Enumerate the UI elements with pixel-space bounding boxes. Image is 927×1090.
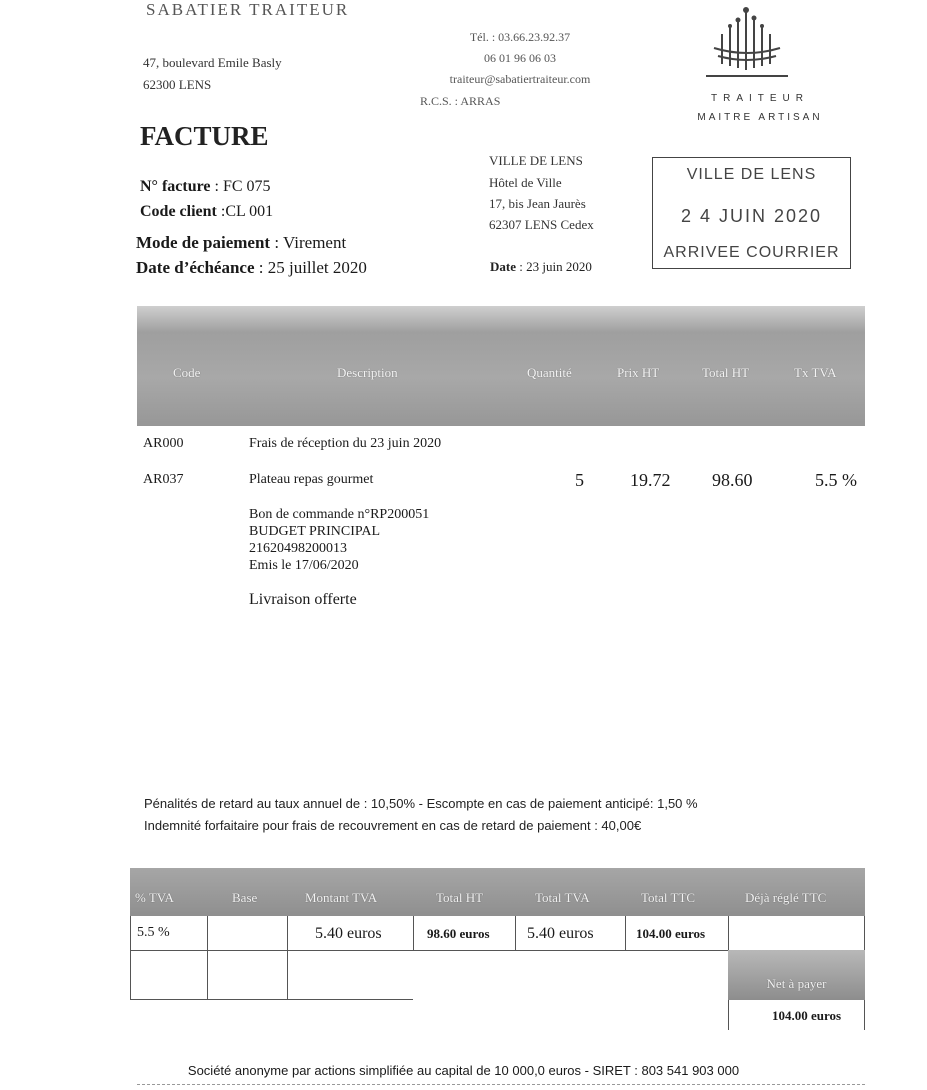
- vat-table-line: [413, 916, 414, 950]
- vat-rate-value: 5.5 %: [137, 925, 170, 940]
- vat-col-total-ttc: Total TTC: [641, 890, 696, 905]
- row2-quantity: 5: [575, 470, 584, 490]
- invoice-date: [490, 259, 592, 275]
- document-title: FACTURE: [140, 121, 269, 151]
- row1-description: Frais de réception du 23 juin 2020: [249, 436, 442, 451]
- stamp-date: 2 4 JUIN 2020: [680, 206, 823, 226]
- vat-col-amount: Montant TVA: [305, 890, 378, 905]
- vat-col-base: Base: [232, 890, 258, 905]
- payment-mode-value: : Virement: [274, 233, 347, 252]
- payment-mode: [136, 233, 346, 253]
- row2-description: Plateau repas gourmet: [249, 472, 374, 487]
- row2-code: AR037: [143, 472, 184, 487]
- client-code: [140, 203, 273, 221]
- row2-price: 19.72: [630, 470, 671, 490]
- logo-text-maitre-artisan: MAITRE ARTISAN: [697, 112, 823, 123]
- stamp-line3: ARRIVEE COURRIER: [663, 244, 840, 261]
- vat-col-total-tva: Total TVA: [535, 890, 590, 905]
- vat-table-header: [130, 868, 865, 916]
- net-to-pay-amount: 104.00 euros: [772, 1008, 842, 1023]
- vat-col-total-ht: Total HT: [436, 890, 484, 905]
- company-address-line2: 62300 LENS: [143, 77, 212, 92]
- recipient-line2: Hôtel de Ville: [489, 175, 562, 190]
- client-code-value: :CL 001: [220, 203, 274, 220]
- vat-table-line: [287, 916, 288, 1000]
- vat-col-paid: Déjà réglé TTC: [745, 890, 827, 905]
- invoice-number-value: : FC 075: [214, 178, 271, 195]
- company-mobile: 06 01 96 06 03: [484, 51, 556, 65]
- invoice-date-value: : 23 juin 2020: [519, 259, 592, 274]
- order-note-line3: 21620498200013: [249, 541, 347, 556]
- stamp-line1: VILLE DE LENS: [686, 166, 817, 183]
- invoice-date-label: Date: [490, 259, 516, 274]
- vat-table-line: [130, 999, 413, 1000]
- vat-col-rate: % TVA: [135, 890, 174, 905]
- vat-table-line: [515, 916, 516, 950]
- order-note-line1: Bon de commande n°RP200051: [249, 507, 430, 522]
- vat-table-line: [625, 916, 626, 950]
- col-header-code: Code: [173, 365, 201, 380]
- penalties-line2: Indemnité forfaitaire pour frais de recouvrement en cas de retard de paiement : 40,00€: [144, 818, 642, 833]
- row2-vat: 5.5 %: [815, 470, 857, 490]
- vat-total-ttc-value: 104.00 euros: [636, 926, 706, 941]
- items-table-header: [137, 306, 865, 426]
- col-header-total: Total HT: [702, 365, 750, 380]
- legal-footer: Société anonyme par actions simplifiée au capital de 10 000,0 euros - SIRET : 803 541 903 000: [187, 1063, 740, 1078]
- net-to-pay-box: [728, 950, 865, 1000]
- row2-total: 98.60: [712, 470, 753, 490]
- recipient-line3: 17, bis Jean Jaurès: [489, 196, 586, 211]
- company-logo: [700, 4, 795, 90]
- vat-table-line: [207, 916, 208, 1000]
- received-stamp: [652, 157, 851, 269]
- vat-amount-value: 5.40 euros: [315, 925, 382, 942]
- penalties-line1: Pénalités de retard au taux annuel de : 10,50% - Escompte en cas de paiement anticipé: 1,50 %: [144, 796, 698, 811]
- company-rcs: R.C.S. : ARRAS: [420, 94, 501, 108]
- due-date: [136, 258, 367, 278]
- col-header-quantity: Quantité: [527, 365, 572, 380]
- invoice-number: [140, 178, 271, 196]
- footer-divider: [137, 1084, 865, 1085]
- delivery-note: Livraison offerte: [249, 591, 357, 608]
- logo-text-traiteur: TRAITEUR: [711, 93, 809, 104]
- company-phone: Tél. : 03.66.23.92.37: [469, 30, 571, 44]
- company-address-line1: 47, boulevard Emile Basly: [143, 55, 282, 70]
- company-email: traiteur@sabatiertraiteur.com: [449, 72, 591, 86]
- vat-total-ht-value: 98.60 euros: [427, 926, 490, 941]
- col-header-description: Description: [337, 365, 398, 380]
- col-header-price: Prix HT: [617, 365, 660, 380]
- vat-table-line: [130, 916, 131, 1000]
- vat-total-tva-value: 5.40 euros: [527, 925, 594, 942]
- order-note-line2: BUDGET PRINCIPAL: [249, 524, 381, 539]
- recipient-line1: VILLE DE LENS: [489, 153, 583, 168]
- payment-mode-label: Mode de paiement: [136, 233, 271, 252]
- due-date-label: Date d’échéance: [136, 258, 255, 277]
- client-code-label: Code client: [140, 203, 217, 220]
- invoice-number-label: N° facture: [140, 178, 211, 195]
- col-header-vat: Tx TVA: [794, 365, 837, 380]
- recipient-line4: 62307 LENS Cedex: [489, 217, 594, 232]
- company-name: SABATIER TRAITEUR: [146, 0, 350, 19]
- order-note-line4: Emis le 17/06/2020: [249, 558, 359, 573]
- row1-code: AR000: [143, 436, 184, 451]
- due-date-value: : 25 juillet 2020: [258, 258, 367, 277]
- net-to-pay-label: Net à payer: [766, 976, 827, 991]
